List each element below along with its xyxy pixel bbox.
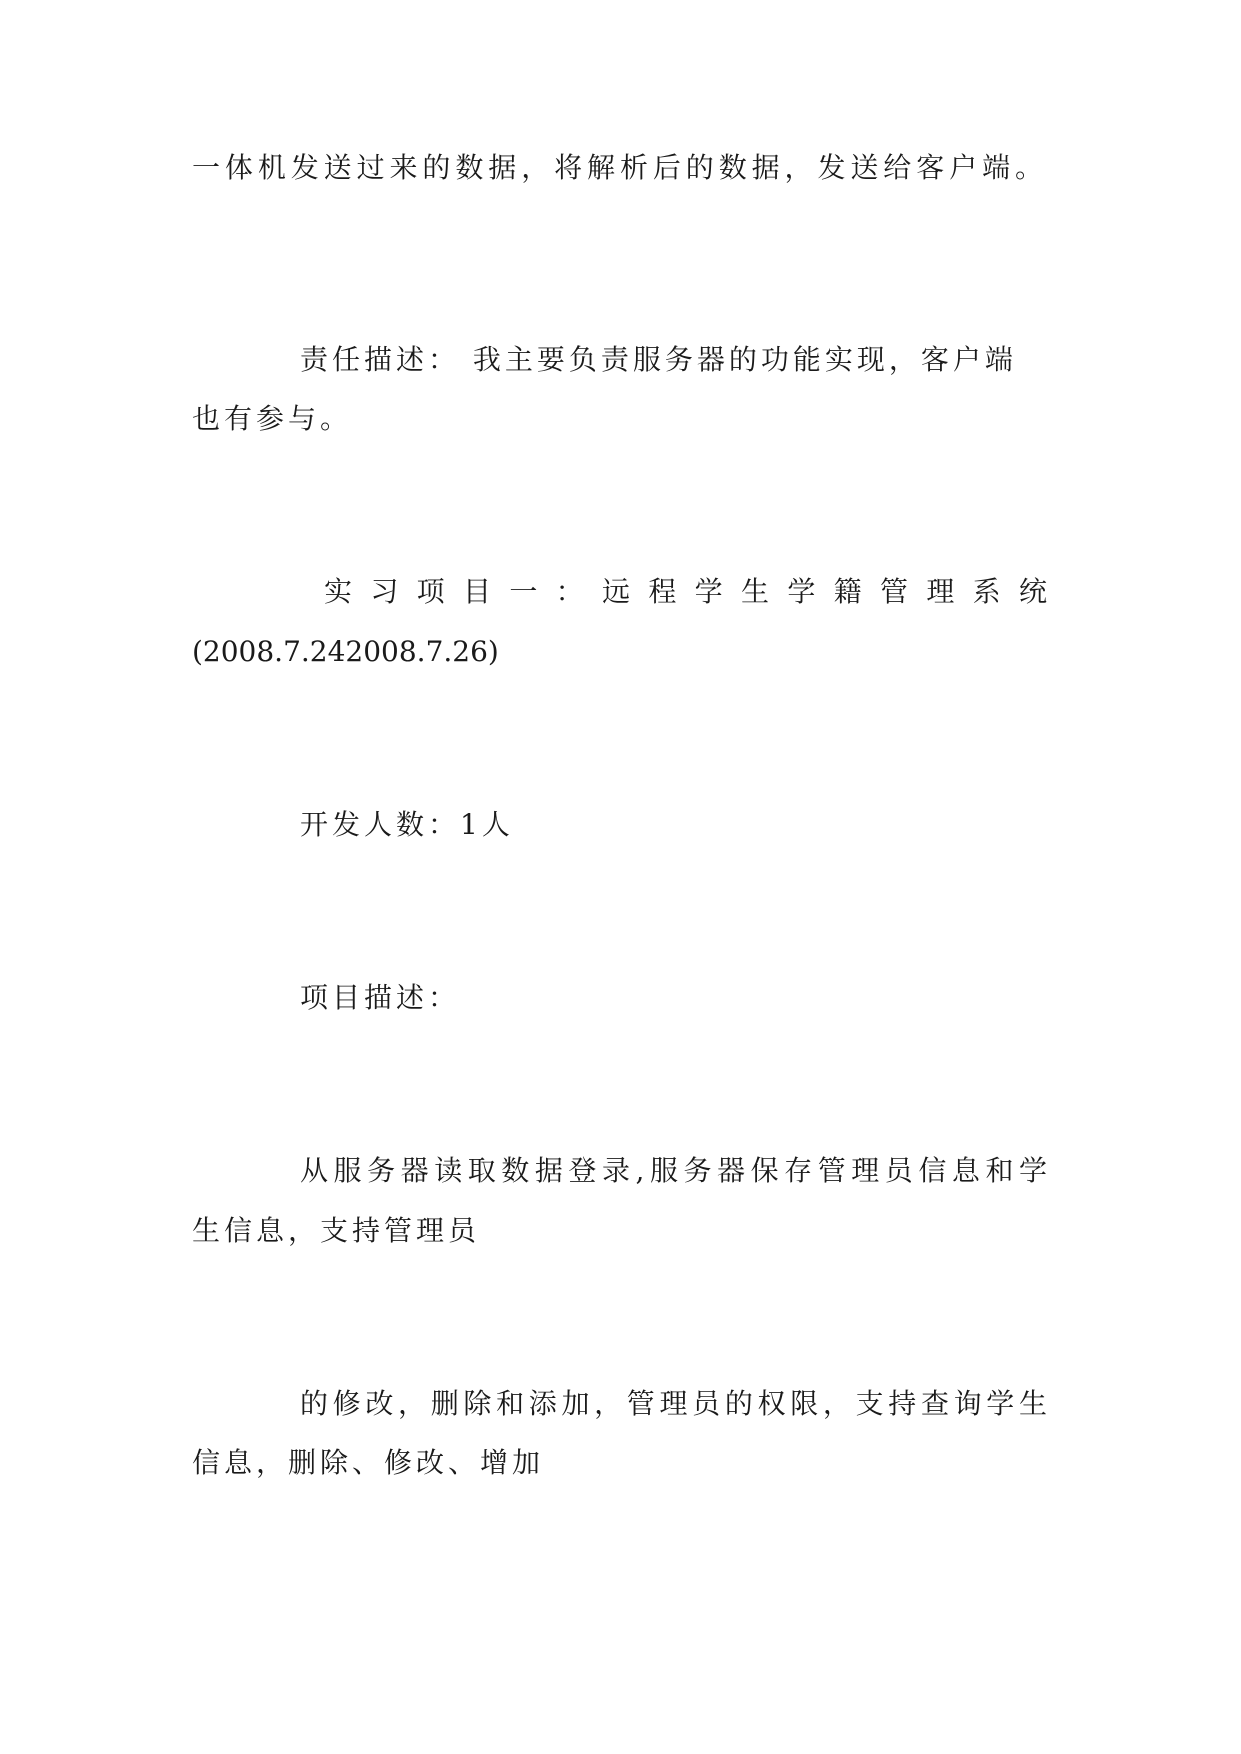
paragraph-responsibility-line1: 责任描述： 我主要负责服务器的功能实现，客户端 — [300, 343, 1017, 376]
project-features-line1: 的修改，删除和添加，管理员的权限，支持查询学生 — [300, 1387, 1047, 1420]
project-dates: (2008.7.242008.7.26) — [192, 635, 499, 668]
developer-count: 开发人数：1人 — [300, 808, 514, 841]
project-features-line2: 信息，删除、修改、增加 — [192, 1446, 545, 1479]
project-description-line2: 生信息，支持管理员 — [192, 1214, 481, 1247]
paragraph-data-forwarding: 一体机发送过来的数据，将解析后的数据，发送给客户端。 — [192, 151, 1047, 184]
project-title: 实习项目一：远程学生学籍管理系统 — [324, 575, 1047, 608]
project-description-line1: 从服务器读取数据登录,服务器保存管理员信息和学 — [300, 1154, 1047, 1187]
paragraph-responsibility-line2: 也有参与。 — [192, 402, 353, 435]
project-description-heading: 项目描述： — [300, 981, 461, 1014]
